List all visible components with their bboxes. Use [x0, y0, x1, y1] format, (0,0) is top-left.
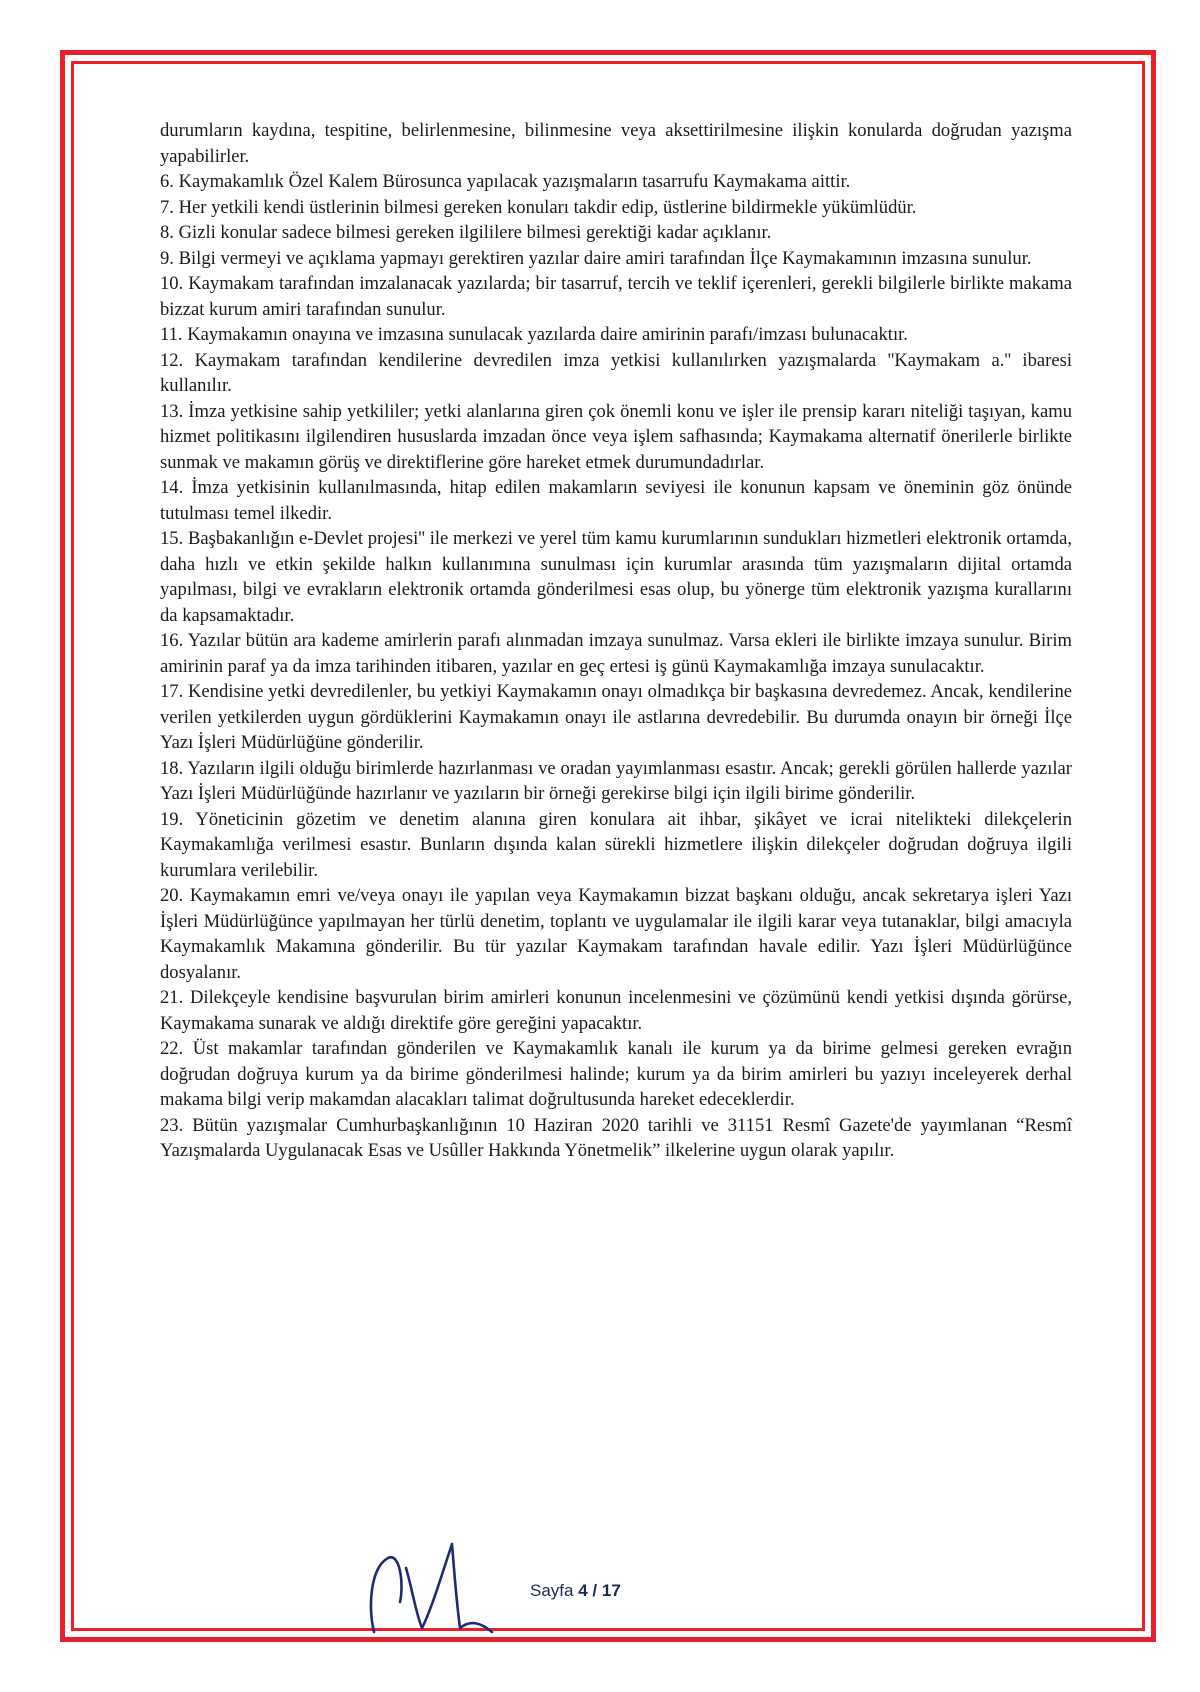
page-separator: /: [592, 1581, 598, 1600]
handwritten-signature: [360, 1528, 500, 1638]
page-number: [530, 1581, 621, 1601]
article-22: 22. Üst makamlar tarafından gönderilen ve Kaymakamlık kanalı ile kurum ya da birime gelmesi gereken evrağın doğrudan doğruya kurum ya da birime gönderilmesi halinde; kurum ya da birim amirleri bu yazıyı inceleyerek derhal makama bilgi verip makamdan alacakları talimat doğrultusunda hareket edeceklerdir.: [160, 1038, 1072, 1110]
article-6: 6. Kaymakamlık Özel Kalem Bürosunca yapılacak yazışmaların tasarrufu Kaymakama aittir.: [160, 171, 851, 192]
article-12: 12. Kaymakam tarafından kendilerine devredilen imza yetkisi kullanılırken yazışmalarda ''Kaymakam a.'' ibaresi kullanılır.: [160, 349, 1072, 396]
article-23: 23. Bütün yazışmalar Cumhurbaşkanlığının 10 Haziran 2020 tarihli ve 31151 Resmî Gazete'de yayımlanan “Resmî Yazışmalarda Uygulanacak Esas ve Usûller Hakkında Yönetmelik” ilkelerine uygun olarak yapılır.: [160, 1114, 1072, 1161]
article-20: 20. Kaymakamın emri ve/veya onayı ile yapılan veya Kaymakamın bizzat başkanı olduğu, ancak sekretarya işleri Yazı İşleri Müdürlüğünce yapılmayan her türlü denetim, toplantı ve uygulamalar ile ilgili karar veya tutanaklar, bilgi amacıyla Kaymakamlık Makamına gönderilir. Bu tür yazılar Kaymakam tarafından havale edilir. Yazı İşleri Müdürlüğünce dosyalanır.: [160, 885, 1072, 983]
article-21: 21. Dilekçeyle kendisine başvurulan birim amirleri konunun incelenmesini ve çözümünü kendi yetkisi dışında görürse, Kaymakama sunarak ve aldığı direktife göre gereğini yapacaktır.: [160, 987, 1072, 1034]
article-7: 7. Her yetkili kendi üstlerinin bilmesi gereken konuları takdir edip, üstlerine bildirmekle yükümlüdür.: [160, 196, 917, 218]
article-13: 13. İmza yetkisine sahip yetkililer; yetki alanlarına giren çok önemli konu ve işler ile prensip kararı niteliği taşıyan, kamu hizmet politikasını ilgilendiren hususlarda imzadan önce veya işlem safhasında; Kaymakama alternatif önerilerle birlikte sunmak ve makamın görüş ve direktiflerine göre hareket etmek durumundadırlar.: [160, 400, 1072, 473]
page-current: 4: [578, 1581, 588, 1600]
article-11: 11. Kaymakamın onayına ve imzasına sunulacak yazılarda daire amirinin parafı/imzası bulunacaktır.: [160, 324, 908, 345]
document-body: [160, 118, 1072, 1164]
page-label: Sayfa: [530, 1581, 574, 1600]
article-8: 8. Gizli konular sadece bilmesi gereken ilgililere bilmesi gerektiği kadar açıklanır.: [160, 222, 772, 243]
article-10: 10. Kaymakam tarafından imzalanacak yazılarda; bir tasarruf, tercih ve teklif içerenleri, gerekli bilgilerle birlikte makama bizzat kurum amiri tarafından sunulur.: [160, 273, 1072, 320]
article-9: 9. Bilgi vermeyi ve açıklama yapmayı gerektiren yazılar daire amiri tarafından İlçe Kaymakamının imzasına sunulur.: [160, 247, 1032, 269]
page-total: 17: [601, 1581, 621, 1600]
paragraph-continuation: durumların kaydına, tespitine, belirlenmesine, bilinmesine veya aksettirilmesine ilişkin konularda doğrudan yazışma yapabilirler.: [160, 120, 1072, 167]
article-14: 14. İmza yetkisinin kullanılmasında, hitap edilen makamların seviyesi ile konunun kapsam ve öneminin göz önünde tutulması temel ilkedir.: [160, 477, 1072, 524]
article-15: 15. Başbakanlığın e-Devlet projesi'' ile merkezi ve yerel tüm kamu kurumlarının sundukları hizmetleri elektronik ortamda, daha hızlı ve etkin şekilde halkın kullanımına sunulması için kurumlar arasında tüm yazışmaların dijital ortamda yapılması, bilgi ve evrakların elektronik ortamda gönderilmesi esas olup, bu yönerge tüm elektronik yazışma kurallarını da kapsamaktadır.: [160, 528, 1072, 626]
article-16: 16. Yazılar bütün ara kademe amirlerin parafı alınmadan imzaya sunulmaz. Varsa ekleri ile birlikte imzaya sunulur. Birim amirinin paraf ya da imza tarihinden itibaren, yazılar en geç ertesi iş günü Kaymakamlığa imzaya sunulacaktır.: [160, 630, 1072, 677]
article-19: 19. Yöneticinin gözetim ve denetim alanına giren konulara ait ihbar, şikâyet ve icrai nitelikteki dilekçelerin Kaymakamlığa verilmesi esastır. Bunların dışında kalan sürekli hizmetlere ilişkin dilekçeler doğrudan doğruya ilgili kurumlara verilebilir.: [160, 808, 1072, 881]
article-18: 18. Yazıların ilgili olduğu birimlerde hazırlanması ve oradan yayımlanması esastır. Ancak; gerekli görülen hallerde yazılar Yazı İşleri Müdürlüğünde hazırlanır ve yazıların bir örneği gerekirse bilgi için ilgili birime gönderilir.: [160, 757, 1072, 804]
article-17: 17. Kendisine yetki devredilenler, bu yetkiyi Kaymakamın onayı olmadıkça bir başkasına devredemez. Ancak, kendilerine verilen yetkilerden uygun gördüklerini Kaymakamın onayı ile astlarına devredebilir. Bu durumda onayın bir örneği İlçe Yazı İşleri Müdürlüğüne gönderilir.: [160, 681, 1072, 753]
